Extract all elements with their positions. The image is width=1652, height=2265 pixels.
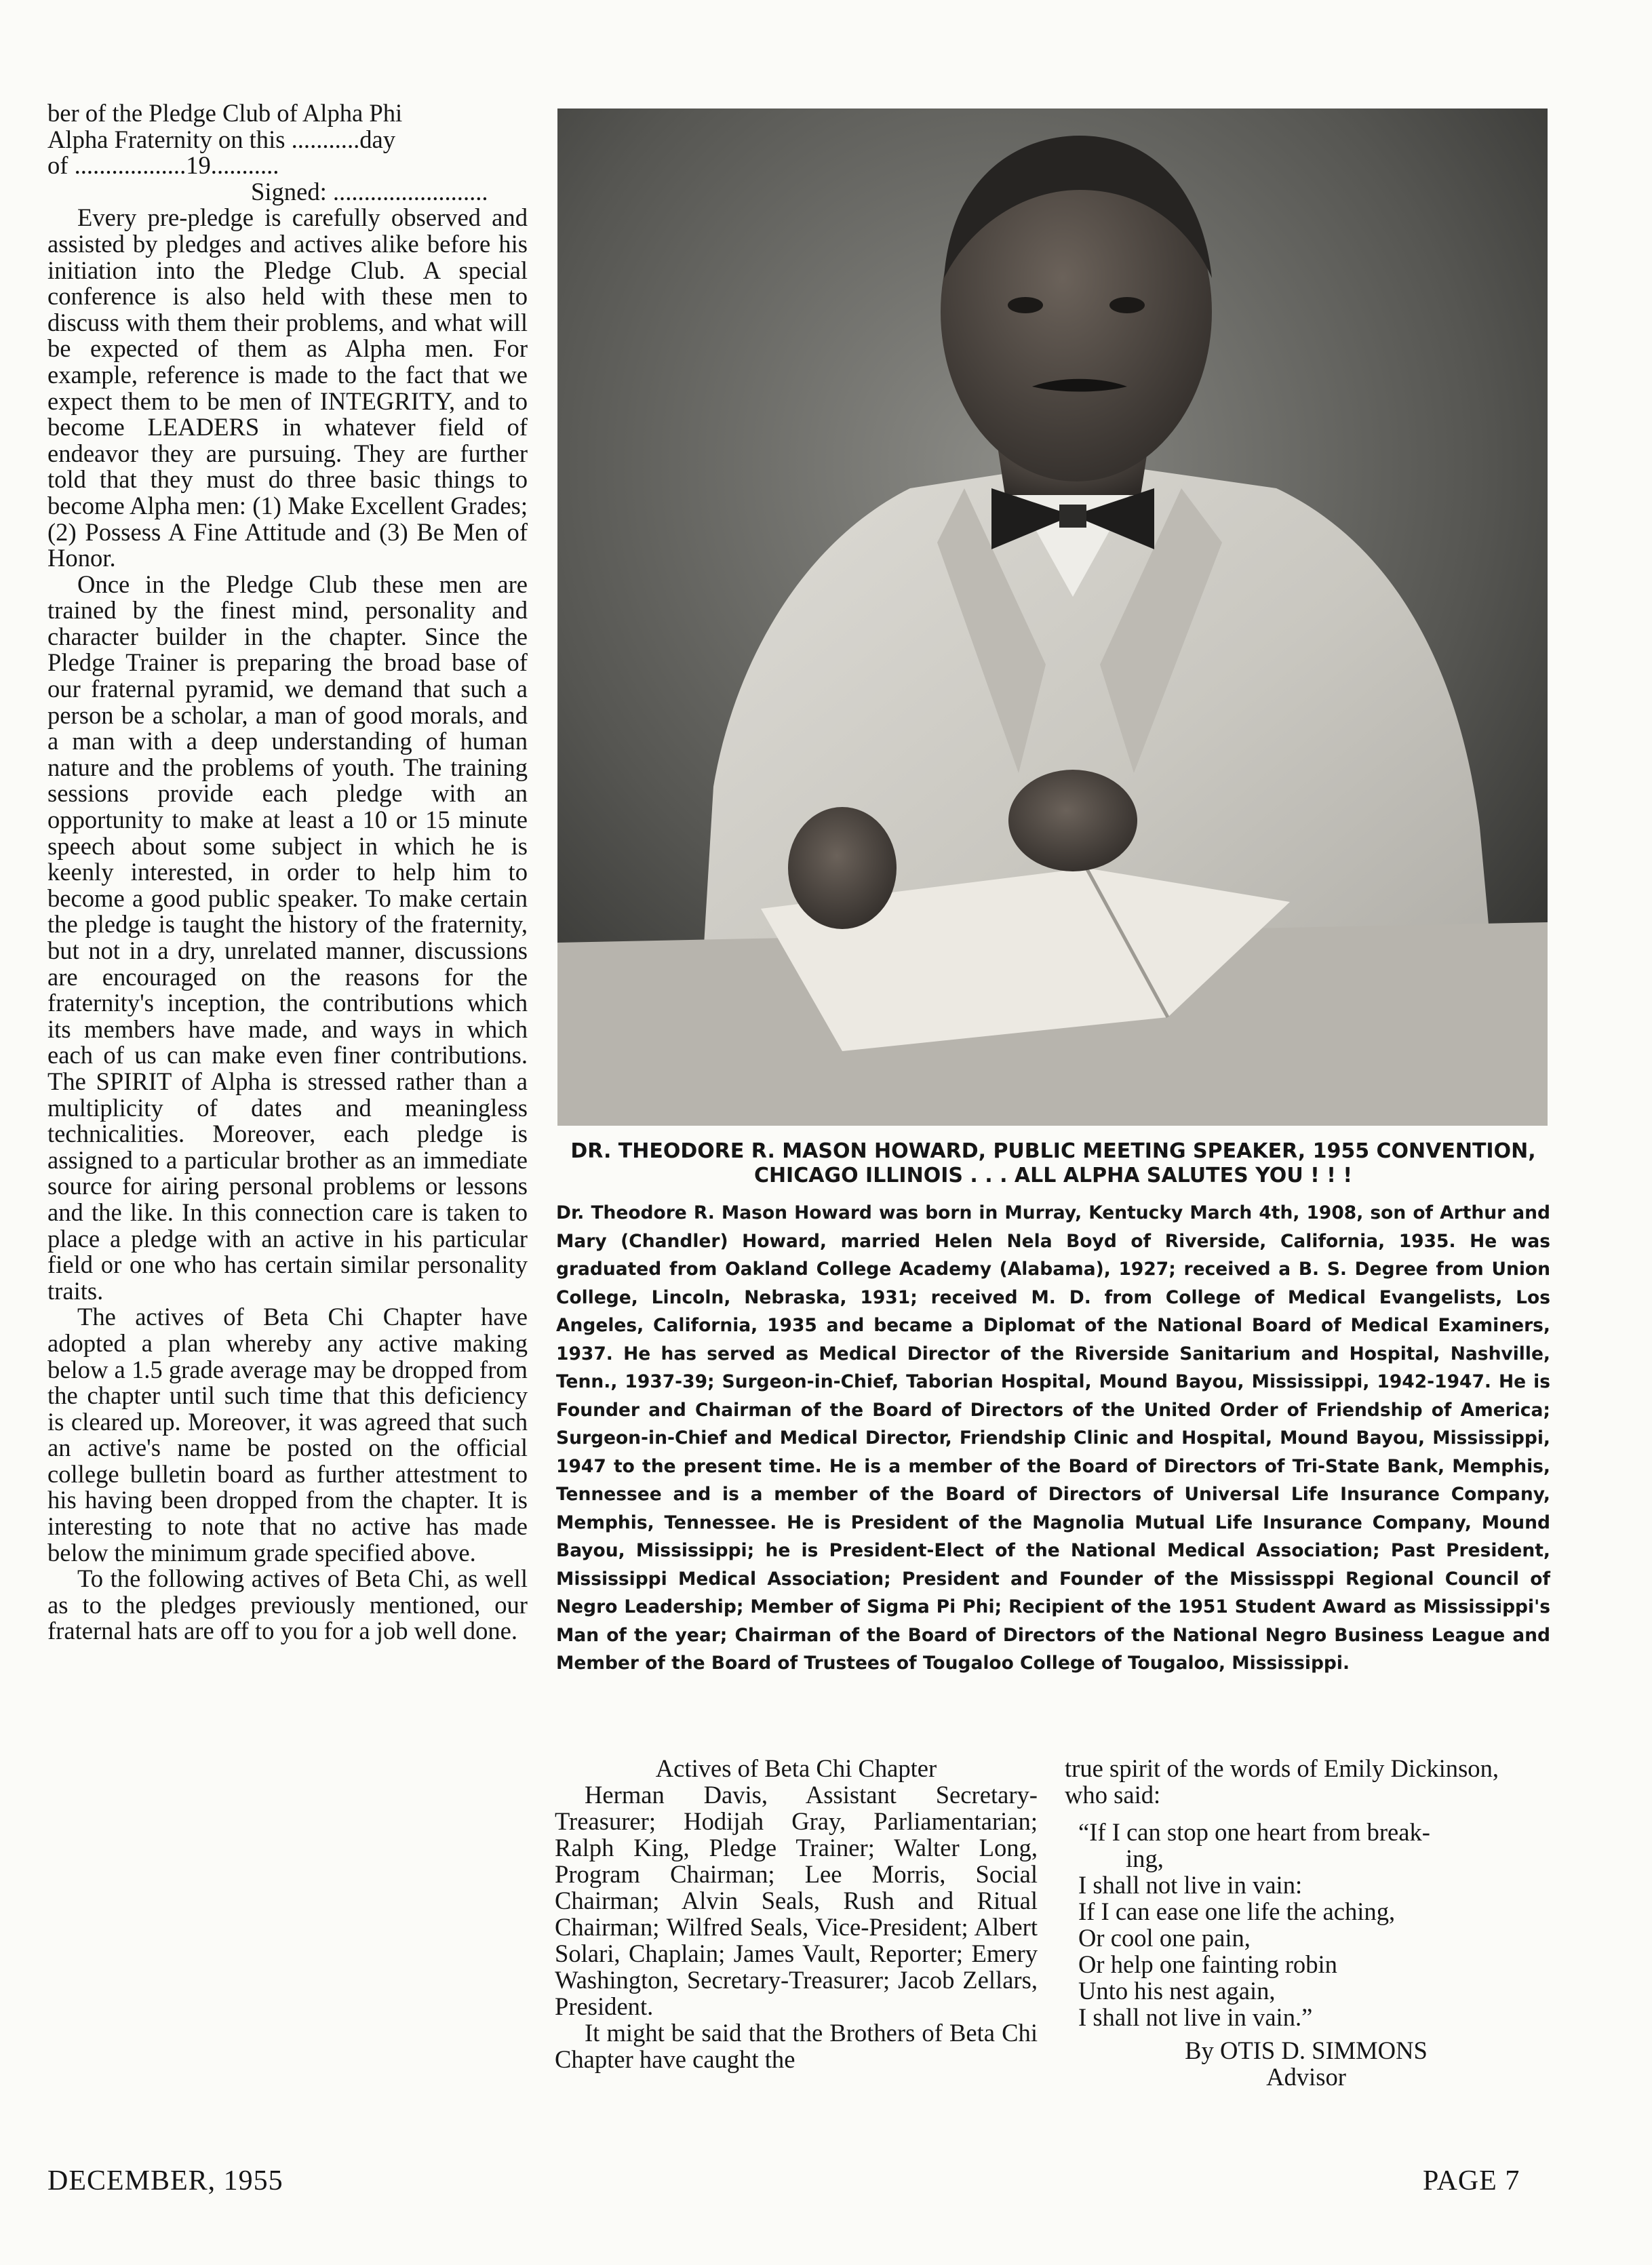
actives-list: Herman Davis, Assistant Secretary-Treasurer; Hodijah Gray, Parliamentarian; Ralph King, Pledge Trainer; Walter Long, Program Chairman; Lee Morris, Social Chairman; Alvin Seals, Rush and Ritual Chairman; Wilfred Seals, Vice-President; Albert Solari, Chaplain; James Vault, Reporter; Emery Washington, Secretary-Treasurer; Jacob Zellars, President. (555, 1781, 1038, 2020)
paragraph: The actives of Beta Chi Chapter have adopted a plan whereby any active making below a 1.5 grade average may be dropped from the chapter until such time that this deficiency is cleared up. Moreover, it was agreed that such an active's name be posted on the official college bulletin board as further attestment to his having been dropped from the chapter. It is interesting to note that no active has made below the minimum grade specified above. (47, 1303, 528, 1567)
actives-column (555, 1755, 1038, 2072)
closing-column (1065, 1755, 1548, 2090)
caption-body-text: Dr. Theodore R. Mason Howard was born in Murray, Kentucky March 4th, 1908, son of Arthur and Mary (Chandler) Howard, married Helen Nela Boyd of Riverside, California, 1935. He was graduated from Oakland College Academy (Alabama), 1927; received a B. S. Degree from Union College, Lincoln, Nebraska, 1931; received M. D. from College of Medical Evangelists, Los Angeles, California, 1935 and became a Diplomat of the National Board of Medical Examiners, 1937. He has served as Medical Director of the Riverside Sanitarium and Hospital, Nashville, Tenn., 1937-39; Surgeon-in-Chief, Taborian Hospital, Mound Bayou, Mississippi, 1942-1947. He is Founder and Chairman of the Board of Directors of the United Order of Friendship of America; Surgeon-in-Chief and Medical Director, Friendship Clinic and Hospital, Mound Bayou, Mississippi, 1947 to the present time. He is a member of the Board of Directors of Tri-State Bank, Memphis, Tennessee and is a member of the Board of Directors of Universal Life Insurance Company, Memphis, Tennessee. He is President of the Magnolia Mutual Life Insurance Company, Mound Bayou, Mississippi; he is President-Elect of the National Medical Association; Past President, Mississippi Medical Association; President and Founder of the Mississppi Regional Council of Negro Leadership; Member of Sigma Pi Phi; Recipient of the 1951 Student Award as Mississippi's Man of the year; Chairman of the Board of Directors of the National Negro Business League and Member of the Board of Trustees of Tougaloo College of Tougaloo, Mississippi. (556, 1202, 1550, 1674)
paragraph: It might be said that the Brothers of Beta Chi Chapter have caught the (555, 2019, 1038, 2073)
caption-heading-line-1: DR. THEODORE R. MASON HOWARD, PUBLIC MEETING SPEAKER, 1955 CONVENTION, (570, 1139, 1536, 1163)
page-number: PAGE 7 (1423, 2165, 1520, 2197)
poem-intro: true spirit of the words of Emily Dickinson, who said: (1065, 1754, 1499, 1809)
paragraph: To the following actives of Beta Chi, as well as to the pledges previously mentioned, our fraternal hats are off to you for a job well done. (47, 1564, 528, 1645)
poem-line: I shall not live in vain.” (1078, 2003, 1313, 2031)
poem-line: ing, (1126, 1845, 1164, 1872)
pledge-line-1: ber of the Pledge Club of Alpha Phi (47, 99, 403, 127)
photo-caption-heading (556, 1139, 1550, 1188)
paragraph: Every pre-pledge is carefully observed and assisted by pledges and actives alike before his initiation into the Pledge Club. A special conference is also held with these men to discuss with them their problems, and what will be expected of them as Alpha men. For example, reference is made to the fact that we expect them to be men of INTEGRITY, and to become LEADERS in whatever field of endeavor they are pursuing. They are further told that they must do three basic things to become Alpha men: (1) Make Excellent Grades; (2) Possess A Fine Attitude and (3) Be Men of Honor. (47, 203, 528, 572)
actives-heading: Actives of Beta Chi Chapter (655, 1754, 937, 1782)
portrait-illustration (557, 109, 1548, 1126)
paragraph: Once in the Pledge Club these men are trained by the finest mind, personality and character builder in the chapter. Since the Pledge Trainer is preparing the broad base of our fraternal pyramid, we demand that such a person be a scholar, a man of good morals, and a man with a deep understanding of human nature and the problems of youth. The training sessions provide each pledge with an opportunity to make at least a 10 or 15 minute speech about some subject in which he is keenly interested, in order to help him to become a good public speaker. To make certain the pledge is taught the history of the fraternity, but not in a dry, unrelated manner, discussions are encouraged on the reasons for the fraternity's inception, the contributions which its members have made, and ways in which each of us can make even finer contributions. The SPIRIT of Alpha is stressed rather than a multiplicity of dates and meaningless technicalities. Moreover, each pledge is assigned to a particular brother as an immediate source for airing personal problems or lessons and the like. In this connection care is taken to place a pledge with an active in his particular field or one who has certain similar personality traits. (47, 570, 528, 1305)
pledge-line-2: Alpha Fraternity on this ...........day (47, 125, 396, 153)
poem-line: If I can ease one life the aching, (1078, 1897, 1396, 1925)
poem-line: “If I can stop one heart from break- (1078, 1818, 1430, 1846)
issue-date: DECEMBER, 1955 (47, 2165, 283, 2197)
author-byline: By OTIS D. SIMMONS (1185, 2036, 1428, 2064)
caption-heading-line-2: CHICAGO ILLINOIS . . . ALL ALPHA SALUTES YOU ! ! ! (753, 1164, 1353, 1187)
portrait-photo (557, 109, 1548, 1126)
pledge-line-3: of ..................19........... (47, 151, 279, 180)
left-article-column (47, 100, 528, 1644)
author-role: Advisor (1266, 2063, 1346, 2091)
poem-line: Or help one fainting robin (1078, 1950, 1337, 1978)
poem-line: Or cool one pain, (1078, 1924, 1251, 1952)
poem-line: I shall not live in vain: (1078, 1871, 1303, 1899)
signed-line: Signed: ......................... (251, 177, 488, 205)
photo-caption-biography (556, 1199, 1550, 1678)
poem-line: Unto his nest again, (1078, 1977, 1276, 2005)
